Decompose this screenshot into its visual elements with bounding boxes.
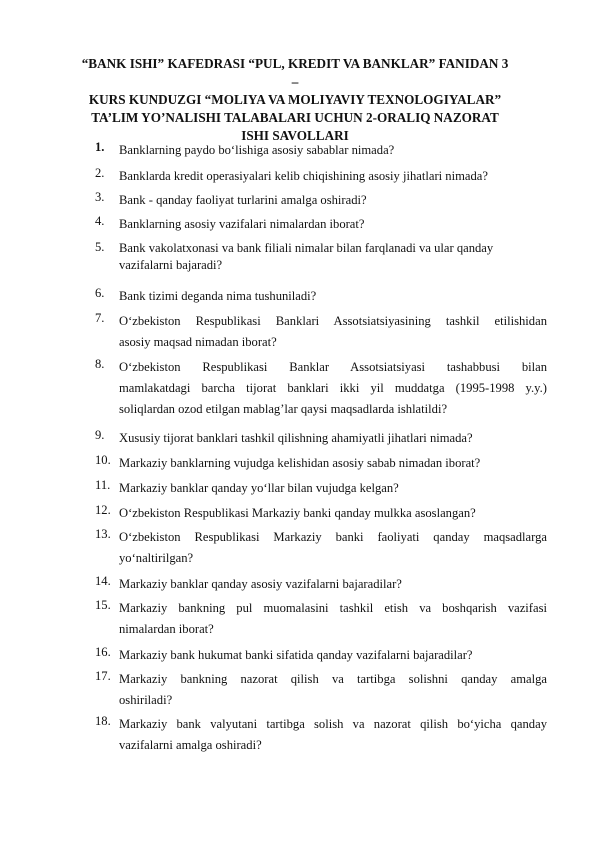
- question-number: 7.: [95, 311, 105, 325]
- document-title: [80, 55, 510, 145]
- question-number: 18.: [95, 714, 111, 728]
- question-text: O‘zbekiston Respublikasi Markaziy banki qanday mulkka asoslangan?: [119, 506, 476, 520]
- question-text: Markaziy bank hukumat banki sifatida qanday vazifalarni bajaradilar?: [119, 648, 473, 662]
- question-item: [95, 357, 547, 420]
- question-text: soliqlardan ozod etilgan mablag’lar qaysi maqsadlarda ishlatildi?: [119, 402, 448, 416]
- title-line: KURS KUNDUZGI “MOLIYA VA MOLIYAVIY TEXNOLOGIYALAR”: [88, 92, 502, 107]
- question-text: mamlakatdagi barcha tijorat banklari ikki yil muddatga (1995-1998 y.y.): [119, 381, 547, 395]
- question-text: O‘zbekiston Respublikasi Banklar Assotsiatsiyasi tashabbusi bilan: [119, 360, 547, 374]
- question-text: oshiriladi?: [119, 693, 173, 707]
- question-text: Banklarning paydo bo‘lishiga asosiy sabablar nimada?: [119, 143, 395, 157]
- question-number: 8.: [95, 357, 105, 371]
- question-number: 12.: [95, 503, 111, 517]
- question-number: 14.: [95, 574, 111, 588]
- question-number: 9.: [95, 428, 105, 442]
- question-item: [95, 598, 547, 640]
- question-text: vazifalarni bajaradi?: [119, 258, 223, 272]
- question-number: 15.: [95, 598, 111, 612]
- question-text: O‘zbekiston Respublikasi Markaziy banki faoliyati qanday maqsadlarga: [119, 530, 547, 544]
- question-text: Markaziy bank valyutani tartibga solish va nazorat qilish bo‘yicha qanday: [119, 717, 547, 731]
- question-number: 13.: [95, 527, 111, 541]
- question-item: [95, 286, 547, 307]
- question-item: [95, 527, 547, 569]
- question-number: 10.: [95, 453, 111, 467]
- question-text: Banklarda kredit operasiyalari kelib chiqishining asosiy jihatlari nimada?: [119, 169, 488, 183]
- question-item: [95, 453, 547, 474]
- question-number: 16.: [95, 645, 111, 659]
- question-item: [95, 166, 547, 187]
- question-text: Bank vakolatxonasi va bank filiali nimalar bilan farqlanadi va ular qanday: [119, 241, 494, 255]
- question-text: O‘zbekiston Respublikasi Banklari Assotsiatsiyasining tashkil etilishidan: [119, 314, 547, 328]
- question-number: 4.: [95, 214, 105, 228]
- question-text: Markaziy banklar qanday asosiy vazifalarni bajaradilar?: [119, 577, 402, 591]
- question-text: Markaziy banklarning vujudga kelishidan asosiy sabab nimadan iborat?: [119, 456, 481, 470]
- question-item: [95, 240, 547, 274]
- question-text: yo‘naltirilgan?: [119, 551, 194, 565]
- question-text: Bank tizimi deganda nima tushuniladi?: [119, 289, 317, 303]
- question-item: [95, 214, 547, 235]
- question-text: Markaziy banklar qanday yo‘llar bilan vujudga kelgan?: [119, 481, 399, 495]
- question-text: nimalardan iborat?: [119, 622, 214, 636]
- title-line: ISHI SAVOLLARI: [241, 128, 349, 143]
- question-number: 3.: [95, 190, 105, 204]
- question-number: 2.: [95, 166, 105, 180]
- question-item: [95, 574, 547, 595]
- question-text: Markaziy bankning pul muomalasini tashkil etish va boshqarish vazifasi: [119, 601, 547, 615]
- title-line: “BANK ISHI” KAFEDRASI “PUL, KREDIT VA BANKLAR” FANIDAN 3 –: [81, 56, 509, 89]
- question-text: asosiy maqsad nimadan iborat?: [119, 335, 277, 349]
- title-line: TA’LIM YO’NALISHI TALABALARI UCHUN 2-ORALIQ NAZORAT: [91, 110, 499, 125]
- question-item: [95, 645, 547, 666]
- question-item: [95, 503, 547, 524]
- question-item: [95, 714, 547, 756]
- question-item: [95, 311, 547, 353]
- question-number: 11.: [95, 478, 111, 492]
- question-item: [95, 478, 547, 499]
- question-number: 17.: [95, 669, 111, 683]
- question-text: Banklarning asosiy vazifalari nimalardan iborat?: [119, 217, 365, 231]
- question-number: 6.: [95, 286, 105, 300]
- question-text: Bank - qanday faoliyat turlarini amalga oshiradi?: [119, 193, 367, 207]
- question-text: Markaziy bankning nazorat qilish va tartibga solishni qanday amalga: [119, 672, 547, 686]
- question-number: 5.: [95, 240, 105, 254]
- question-text: Xususiy tijorat banklari tashkil qilishning ahamiyatli jihatlari nimada?: [119, 431, 473, 445]
- question-number: 1.: [95, 140, 105, 154]
- question-item: [95, 428, 547, 449]
- question-item: [95, 140, 547, 161]
- question-item: [95, 669, 547, 711]
- question-text: vazifalarni amalga oshiradi?: [119, 738, 262, 752]
- question-item: [95, 190, 547, 211]
